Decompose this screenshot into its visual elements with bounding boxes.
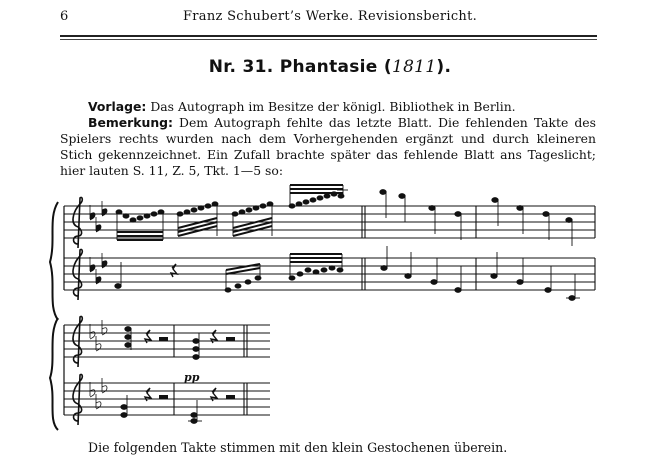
vorlage-label: Vorlage: — [88, 99, 147, 114]
system-1-treble-beams — [117, 185, 343, 240]
bemerkung-label: Bemerkung: — [88, 115, 173, 130]
system-1-treble-staff — [64, 206, 595, 238]
bemerkung-text: Dem Autograph fehlte das letzte Blatt. Die fehlenden Takte des Spielers rechts wurden nach dem Vorhergehenden ergänzt und durch kleineren Stich gekennzeichnet. Ein Zufall brachte später das fehlende Blatt ans Tageslicht; hier lauten S. 11, Z. 5, Tkt. 1—5 so: — [60, 115, 596, 178]
system-2-lower-staff — [64, 383, 270, 415]
system-2-treble-clef — [73, 316, 82, 367]
system-1-treble-clef — [73, 197, 82, 248]
dynamic-marking-pp: pp — [184, 371, 200, 384]
system-1-barlines — [362, 206, 595, 290]
piece-title-suffix: . — [444, 57, 452, 77]
vorlage-text: Das Autograph im Besitze der königl. Bibliothek in Berlin. — [150, 99, 516, 114]
piece-title: Nr. 31. Phantasie (1811). — [208, 57, 452, 77]
system-1-treble-notes — [116, 192, 344, 222]
music-notation — [50, 185, 595, 430]
system-2-treble-staff — [64, 325, 270, 357]
system-1-brace — [50, 202, 58, 320]
running-title: Franz Schubert’s Werke. Revisionsbericht. — [182, 9, 478, 24]
system-1-lower-notes — [115, 266, 575, 301]
footer-note: Die folgenden Takte stimmen mit den klein Gestochenen überein. — [88, 440, 508, 455]
system-1-key-signature — [90, 201, 107, 284]
system-1-treble-measure-3-stems — [498, 200, 572, 246]
system-2-brace — [50, 318, 58, 430]
system-1-treble-measure-2-stems — [386, 192, 461, 240]
system-2-lower-clef — [73, 374, 82, 425]
system-1-lower-clef — [73, 249, 82, 300]
system-1-treble-measure-2 — [380, 190, 461, 217]
system-2-treble-chords — [125, 327, 199, 360]
piece-year: 1811 — [391, 57, 437, 77]
piece-number-title: Nr. 31. Phantasie — [208, 57, 378, 77]
system-1-treble-measure-3 — [492, 198, 572, 223]
page-number: 6 — [60, 9, 69, 24]
